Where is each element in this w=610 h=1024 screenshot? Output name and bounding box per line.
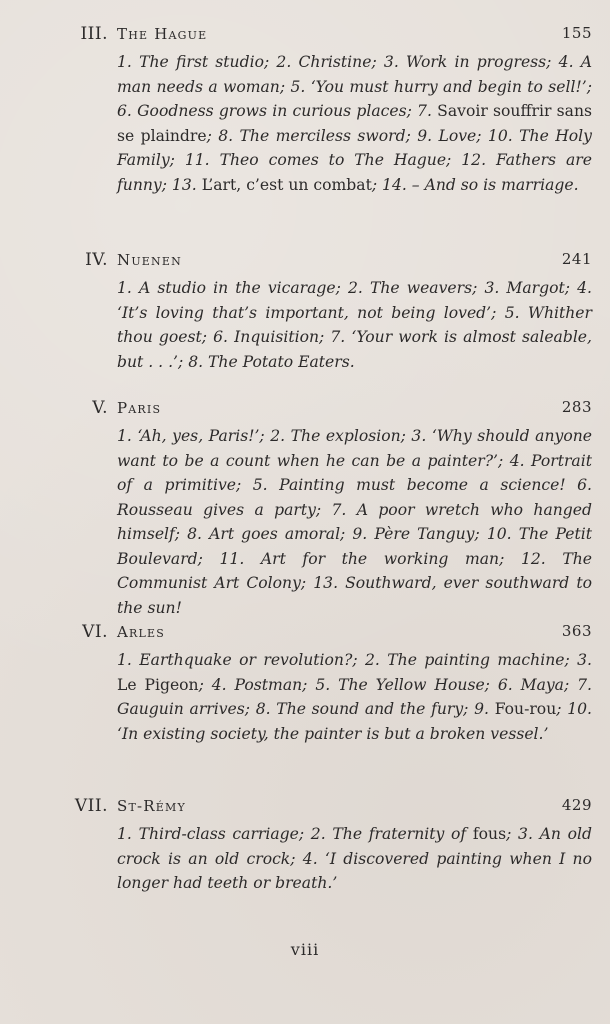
contents-segment: 1. Earthquake or revolution?; 2. The painting machine; 3. — [117, 651, 592, 669]
chapter-contents — [117, 50, 592, 197]
contents-segment: Savoir souffrir sans se plaindre — [117, 102, 592, 145]
contents-segment: fous — [472, 825, 507, 843]
chapter-heading — [0, 796, 610, 822]
contents-segment: 1. ‘Ah, yes, Paris!’; 2. The explosion; 3. ‘Why should anyone want to be a count when he can be a painter?’; 4. Portrait of a primitive; 5. Painting must become a science! 6. Rousseau gives a party; 7. A poor wretch who hanged himself; 8. Art goes amoral; 9. Père Tanguy; 10. The Petit Boulevard; 11. Art for the working man; 12. The Communist Art Colony; 13. Southward, ever southward to the sun! — [117, 427, 592, 617]
chapter-iv — [0, 250, 610, 374]
chapter-v — [0, 398, 610, 620]
contents-segment: 1. The first studio; 2. Christine; 3. Work in progress; 4. A man needs a woman; 5. ‘You must hurry and begin to sell!’; 6. Goodness grows in curious places; 7. — [117, 53, 592, 120]
chapter-heading — [0, 250, 610, 276]
chapter-page-number: 241 — [561, 250, 592, 268]
page-folio: viii — [290, 940, 320, 959]
chapter-vi — [0, 622, 610, 746]
chapter-heading — [0, 398, 610, 424]
chapter-title: Nuenen — [117, 251, 182, 269]
contents-segment: 1. A studio in the vicarage; 2. The weavers; 3. Margot; 4. ‘It’s loving that’s important, not being loved’; 5. Whither thou goest; 6. Inquisition; 7. ‘Your work is almost saleable, but . . .’; 8. The Potato Eaters. — [117, 279, 592, 371]
chapter-page-number: 155 — [561, 24, 592, 42]
contents-segment: L’art, c’est un combat — [201, 175, 372, 194]
contents-segment: ; 3. An old crock is an old crock; 4. ‘I discovered painting when I no longer had teeth or breath.’ — [117, 825, 592, 892]
chapter-vii — [0, 796, 610, 896]
chapter-contents — [117, 276, 592, 374]
chapter-numeral: III. — [80, 24, 108, 44]
chapter-numeral: VI. — [82, 622, 108, 642]
chapter-title: St-Rémy — [117, 797, 186, 815]
chapter-heading — [0, 622, 610, 648]
contents-segment: 1. Third-class carriage; 2. The fraternity of — [117, 825, 473, 843]
chapter-title: The Hague — [117, 25, 208, 43]
chapter-page-number: 283 — [561, 398, 592, 416]
chapter-page-number: 363 — [561, 622, 592, 640]
chapter-iii — [0, 24, 610, 197]
chapter-title: Arles — [117, 623, 165, 641]
contents-segment: ; 4. Postman; 5. The Yellow House; 6. Maya; 7. Gauguin arrives; 8. The sound and the fury; 9. — [117, 675, 592, 718]
chapter-contents — [117, 648, 592, 746]
chapter-contents — [117, 822, 592, 896]
chapter-title: Paris — [117, 399, 162, 417]
chapter-page-number: 429 — [561, 796, 592, 814]
contents-segment: ; 8. The merciless sword; 9. Love; 10. The Holy Family; 11. Theo comes to The Hague; 12. Fathers are funny; 13. — [117, 126, 592, 194]
chapter-numeral: V. — [92, 398, 108, 418]
contents-segment: ; 14. – And so is marriage. — [371, 175, 579, 194]
contents-segment: Le Pigeon — [117, 675, 199, 694]
chapter-heading — [0, 24, 610, 50]
contents-segment: ; 10. ‘In existing society, the painter is but a broken vessel.’ — [117, 700, 592, 743]
contents-segment: Fou-rou — [494, 700, 557, 718]
chapter-numeral: IV. — [85, 250, 108, 270]
chapter-numeral: VII. — [74, 796, 108, 816]
chapter-contents — [117, 424, 592, 620]
